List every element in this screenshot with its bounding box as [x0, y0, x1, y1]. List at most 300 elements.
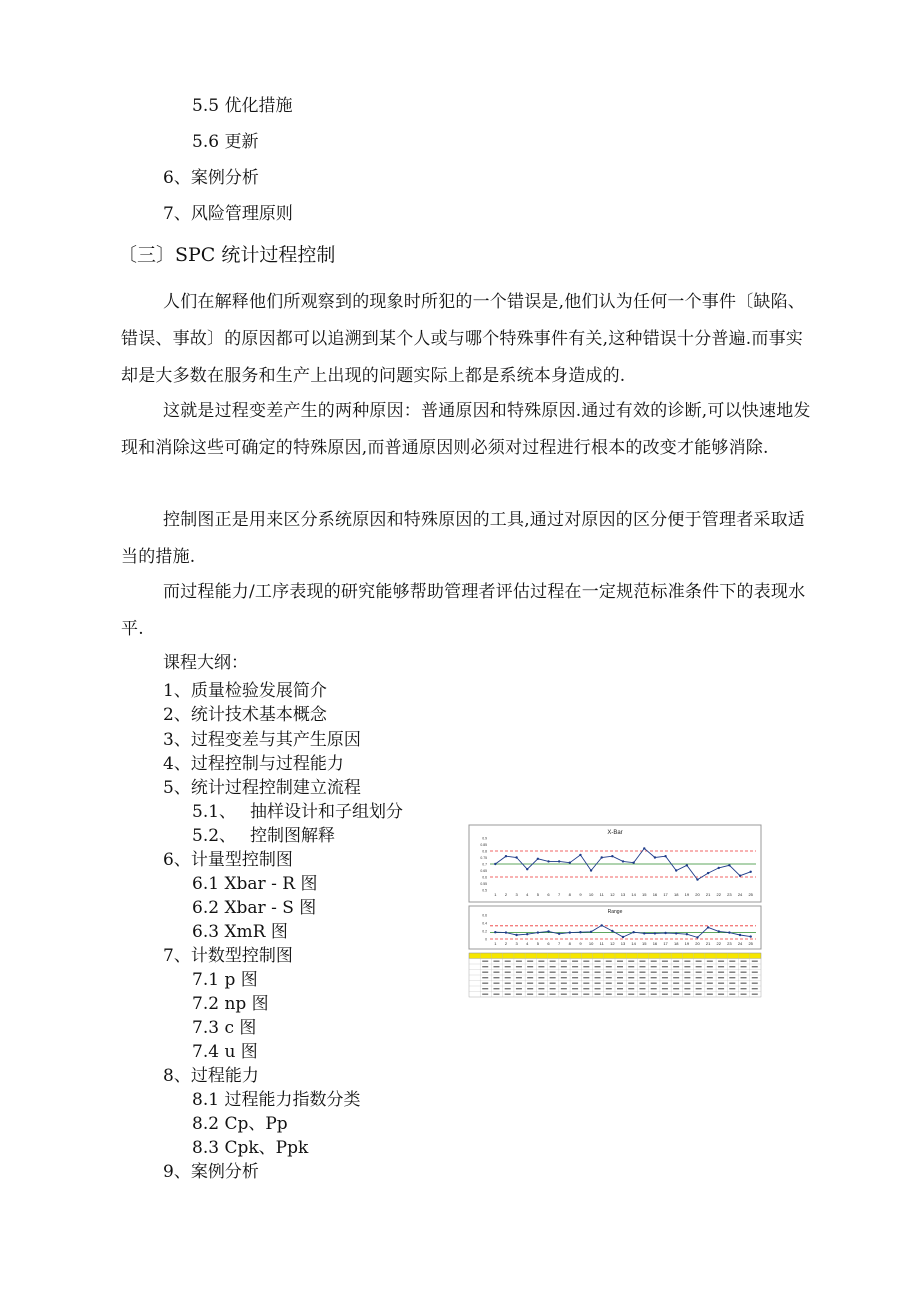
xbar-point [622, 860, 624, 862]
table-cell-mark [538, 988, 544, 989]
outline-item: 2、统计技术基本概念 [163, 705, 327, 725]
xbar-xtick: 12 [610, 892, 615, 897]
table-cell-mark [639, 972, 645, 973]
table-cell-mark [493, 972, 499, 973]
table-cell-mark [595, 994, 601, 995]
table-cell-mark [729, 966, 735, 967]
xbar-ytick: 0.55 [480, 882, 487, 886]
xbar-xtick: 5 [536, 892, 539, 897]
table-cell-mark [606, 994, 612, 995]
table-cell-mark [662, 988, 668, 989]
range-ytick: 0.6 [482, 913, 487, 918]
table-cell-mark [505, 966, 511, 967]
outline-subitem-text: 控制图解释 [250, 826, 335, 846]
xbar-point [707, 872, 709, 874]
xbar-xtick: 10 [588, 892, 594, 897]
table-cell-mark [505, 988, 511, 989]
table-cell-mark [595, 966, 601, 967]
table-cell-mark [572, 994, 578, 995]
outline-subitem: 7.1 p 图 [192, 970, 258, 990]
table-cell-mark [684, 972, 690, 973]
outline-subitem: 6.3 XmR 图 [192, 922, 288, 942]
table-cell-mark [741, 994, 747, 995]
outline-subitem: 7.3 c 图 [192, 1018, 257, 1038]
table-cell-mark [561, 994, 567, 995]
range-xtick: 7 [558, 941, 561, 946]
xbar-point [547, 860, 549, 862]
table-cell-mark [628, 966, 634, 967]
xbar-ytick: 0.75 [480, 856, 487, 860]
table-cell-mark [673, 988, 679, 989]
table-cell-mark [561, 977, 567, 978]
range-title: Range [607, 909, 623, 915]
table-cell-mark [662, 966, 668, 967]
toc-item-5-5: 5.5 优化措施 [192, 96, 293, 116]
table-cell-mark [550, 994, 556, 995]
range-point [590, 931, 592, 933]
outline-item: 3、过程变差与其产生原因 [163, 730, 361, 750]
outline-subitem: 8.1 过程能力指数分类 [192, 1090, 361, 1110]
outline-item: 8、过程能力 [163, 1066, 259, 1086]
toc-item-7: 7、风险管理原则 [163, 204, 293, 224]
paragraph-1 [121, 284, 813, 395]
range-xtick: 21 [705, 941, 711, 946]
range-xtick: 24 [737, 941, 743, 946]
range-point [622, 936, 624, 938]
table-cell-mark [516, 972, 522, 973]
xbar-xtick: 20 [695, 892, 700, 897]
table-cell-mark [752, 966, 758, 967]
table-cell-mark [583, 972, 589, 973]
table-cell-mark [639, 961, 645, 962]
xbar-point [515, 856, 517, 858]
table-cell-mark [752, 994, 758, 995]
table-cell-mark [561, 983, 567, 984]
table-cell-mark [516, 994, 522, 995]
table-cell-mark [550, 977, 556, 978]
xbar-point [494, 863, 496, 865]
toc-item-5-6: 5.6 更新 [192, 132, 259, 152]
paragraph-3-text: 控制图正是用来区分系统原因和特殊原因的工具,通过对原因的区分便于管理者采取适当的措施. [121, 510, 806, 567]
xbar-xtick: 23 [727, 892, 732, 897]
table-cell-mark [729, 983, 735, 984]
table-cell-mark [617, 994, 623, 995]
paragraph-4-text: 而过程能力/工序表现的研究能够帮助管理者评估过程在一定规范标准条件下的表现水平. [121, 582, 806, 639]
table-cell-mark [684, 983, 690, 984]
outline-subitem: 8.2 Cp、Pp [192, 1114, 288, 1134]
range-point [696, 936, 698, 938]
table-cell-mark [595, 988, 601, 989]
table-cell-mark [583, 983, 589, 984]
table-cell-mark [583, 961, 589, 962]
table-cell-mark [718, 994, 724, 995]
xbar-xtick: 18 [673, 892, 679, 897]
table-cell-mark [561, 972, 567, 973]
xbar-point [654, 856, 656, 858]
table-cell-mark [684, 994, 690, 995]
range-point [718, 930, 720, 932]
table-cell-mark [684, 977, 690, 978]
range-xtick: 2 [504, 941, 508, 946]
xbar-title: X-Bar [607, 830, 623, 836]
table-cell-mark [628, 972, 634, 973]
xbar-xtick: 22 [716, 892, 721, 897]
table-cell-mark [482, 966, 488, 967]
table-cell-mark [516, 966, 522, 967]
table-cell-mark [639, 966, 645, 967]
table-cell-mark [606, 977, 612, 978]
outline-item: 5、统计过程控制建立流程 [163, 778, 361, 798]
table-cell-mark [527, 977, 533, 978]
table-cell-mark [606, 972, 612, 973]
table-cell-mark [696, 961, 702, 962]
outline-subitem: 6.2 Xbar - S 图 [192, 898, 317, 918]
xbar-point [611, 855, 613, 857]
xbar-panel [469, 825, 761, 902]
table-cell-mark [696, 988, 702, 989]
data-table [469, 953, 761, 997]
table-cell-mark [752, 961, 758, 962]
table-cell-mark [516, 961, 522, 962]
table-cell-mark [527, 961, 533, 962]
table-cell-mark [707, 961, 713, 962]
xbar-point [664, 855, 666, 857]
table-cell-mark [628, 961, 634, 962]
table-cell-mark [639, 994, 645, 995]
range-point [494, 931, 496, 933]
outline-item: 7、计数型控制图 [163, 946, 293, 966]
table-cell-mark [628, 988, 634, 989]
table-cell-mark [527, 966, 533, 967]
table-cell-mark [493, 966, 499, 967]
range-xtick: 17 [663, 941, 668, 946]
table-cell-mark [505, 983, 511, 984]
table-cell-mark [606, 983, 612, 984]
table-cell-mark [516, 983, 522, 984]
range-xtick: 25 [748, 941, 753, 946]
xbar-point [579, 854, 581, 856]
table-cell-mark [595, 972, 601, 973]
table-cell-mark [684, 966, 690, 967]
table-cell-mark [628, 977, 634, 978]
table-cell-mark [729, 977, 735, 978]
outline-subitem [192, 824, 335, 848]
table-cell-mark [538, 983, 544, 984]
table-cell-mark [684, 988, 690, 989]
table-cell-mark [696, 977, 702, 978]
xbar-xtick: 4 [526, 892, 529, 897]
range-point [579, 931, 581, 933]
table-cell-mark [606, 966, 612, 967]
table-cell-mark [628, 994, 634, 995]
range-xtick: 14 [631, 941, 636, 946]
table-cell-mark [493, 983, 499, 984]
table-cell-mark [550, 983, 556, 984]
xbar-xtick: 15 [642, 892, 647, 897]
section-title: 〔三〕SPC 统计过程控制 [118, 244, 336, 266]
xbar-point [569, 862, 571, 864]
range-point [515, 934, 517, 936]
xbar-xtick: 9 [579, 892, 582, 897]
outline-item: 9、案例分析 [163, 1162, 259, 1182]
table-cell-mark [482, 983, 488, 984]
table-cell-mark [583, 977, 589, 978]
table-cell-mark [707, 966, 713, 967]
range-point [749, 935, 751, 937]
xbar-xtick: 3 [515, 892, 518, 897]
table-cell-mark [617, 961, 623, 962]
xbar-point [718, 867, 720, 869]
table-cell-mark [493, 994, 499, 995]
xbar-point [749, 871, 751, 873]
outline-item: 4、过程控制与过程能力 [163, 754, 344, 774]
xbar-xtick: 24 [737, 892, 743, 897]
range-point [739, 934, 741, 936]
table-cell-mark [572, 988, 578, 989]
range-point [601, 924, 603, 926]
xbar-xtick: 11 [599, 892, 604, 897]
table-cell-mark [493, 961, 499, 962]
table-cell-mark [662, 983, 668, 984]
table-cell-mark [516, 988, 522, 989]
range-xtick: 4 [526, 941, 529, 946]
xbar-point [643, 847, 645, 849]
table-cell-mark [741, 988, 747, 989]
range-xtick: 18 [673, 941, 679, 946]
table-cell-mark [741, 983, 747, 984]
table-cell-mark [673, 977, 679, 978]
table-cell-mark [482, 977, 488, 978]
paragraph-2 [121, 393, 813, 467]
table-cell-mark [595, 961, 601, 962]
xbar-ytick: 0.7 [482, 862, 487, 867]
table-cell-mark [718, 983, 724, 984]
outline-item: 6、计量型控制图 [163, 850, 293, 870]
table-cell-mark [482, 961, 488, 962]
table-cell-mark [572, 983, 578, 984]
table-cell-mark [572, 966, 578, 967]
control-chart-figure [468, 824, 762, 1000]
table-cell-mark [718, 961, 724, 962]
table-cell-mark [482, 988, 488, 989]
xbar-point [675, 869, 677, 871]
table-cell-mark [572, 977, 578, 978]
table-cell-mark [493, 988, 499, 989]
range-point [728, 931, 730, 933]
outline-subitem-number: 5.2、 [192, 826, 237, 846]
xbar-point [601, 856, 603, 858]
table-cell-mark [639, 988, 645, 989]
xbar-point [632, 862, 634, 864]
table-cell-mark [707, 972, 713, 973]
table-cell-mark [639, 983, 645, 984]
range-point [686, 933, 688, 935]
table-cell-mark [572, 972, 578, 973]
xbar-ytick: 0.85 [480, 843, 487, 847]
range-point [675, 932, 677, 934]
table-cell-mark [673, 961, 679, 962]
outline-item: 1、质量检验发展简介 [163, 681, 327, 701]
xbar-point [558, 860, 560, 862]
table-cell-mark [482, 994, 488, 995]
table-cell-mark [538, 966, 544, 967]
table-cell-mark [662, 961, 668, 962]
xbar-xtick: 17 [663, 892, 668, 897]
table-cell-mark [617, 988, 623, 989]
table-cell-mark [538, 994, 544, 995]
table-cell-mark [572, 961, 578, 962]
table-cell-mark [662, 972, 668, 973]
outline-title: 课程大纲： [163, 653, 248, 673]
xbar-ytick: 0.8 [482, 849, 487, 854]
table-cell-mark [628, 983, 634, 984]
xbar-ytick: 0.6 [482, 875, 487, 880]
control-chart-svg [468, 824, 762, 1000]
table-cell-mark [718, 972, 724, 973]
xbar-xtick: 25 [748, 892, 753, 897]
range-xtick: 11 [599, 941, 604, 946]
table-cell-mark [684, 961, 690, 962]
table-cell-mark [583, 994, 589, 995]
table-cell-mark [595, 977, 601, 978]
table-cell-mark [617, 972, 623, 973]
paragraph-3 [121, 502, 813, 576]
xbar-ytick: 0.9 [482, 836, 487, 841]
table-cell-mark [707, 977, 713, 978]
table-cell-mark [617, 966, 623, 967]
table-cell-mark [673, 972, 679, 973]
table-cell-mark [718, 966, 724, 967]
xbar-point [505, 855, 507, 857]
range-point [547, 930, 549, 932]
table-cell-mark [651, 983, 657, 984]
xbar-point [590, 869, 592, 871]
table-cell-mark [741, 966, 747, 967]
table-cell-mark [617, 977, 623, 978]
table-cell-mark [729, 994, 735, 995]
xbar-point [537, 858, 539, 860]
table-cell-mark [662, 977, 668, 978]
table-cell-mark [505, 994, 511, 995]
range-point [664, 932, 666, 934]
table-cell-mark [696, 983, 702, 984]
table-cell-mark [538, 972, 544, 973]
table-cell-mark [639, 977, 645, 978]
table-cell-mark [505, 972, 511, 973]
table-cell-mark [651, 966, 657, 967]
table-cell-mark [538, 961, 544, 962]
table-cell-mark [696, 972, 702, 973]
range-xtick: 13 [620, 941, 626, 946]
table-cell-mark [662, 994, 668, 995]
table-cell-mark [550, 988, 556, 989]
table-cell-mark [527, 994, 533, 995]
table-cell-mark [583, 966, 589, 967]
range-xtick: 16 [652, 941, 658, 946]
range-point [558, 933, 560, 935]
table-cell-mark [673, 983, 679, 984]
xbar-point [739, 875, 741, 877]
range-point [537, 931, 539, 933]
range-ytick: 0 [485, 937, 487, 942]
table-cell-mark [538, 977, 544, 978]
range-xtick: 22 [716, 941, 721, 946]
table-cell-mark [561, 966, 567, 967]
paragraph-4 [121, 574, 813, 648]
outline-subitem: 6.1 Xbar - R 图 [192, 874, 318, 894]
table-cell-mark [505, 977, 511, 978]
xbar-xtick: 8 [568, 892, 571, 897]
range-xtick: 6 [547, 941, 550, 946]
table-cell-mark [651, 988, 657, 989]
range-ytick: 0.2 [482, 929, 487, 934]
table-cell-mark [550, 966, 556, 967]
xbar-ytick: 0.65 [480, 869, 487, 873]
xbar-point [696, 878, 698, 880]
table-cell-mark [550, 972, 556, 973]
range-xtick: 5 [536, 941, 539, 946]
table-cell-mark [606, 961, 612, 962]
table-cell-mark [707, 983, 713, 984]
range-point [654, 932, 656, 934]
xbar-xtick: 13 [620, 892, 626, 897]
table-cell-mark [493, 977, 499, 978]
paragraph-2-text: 这就是过程变差产生的两种原因：普通原因和特殊原因.通过有效的诊断,可以快速地发现和消除这些可确定的特殊原因,而普通原因则必须对过程进行根本的改变才能够消除. [121, 401, 811, 458]
range-xtick: 8 [568, 941, 571, 946]
outline-subitem-text: 抽样设计和子组划分 [250, 802, 403, 822]
table-cell-mark [583, 988, 589, 989]
range-point [643, 932, 645, 934]
paragraph-1-text: 人们在解释他们所观察到的现象时所犯的一个错误是,他们认为任何一个事件〔缺陷、错误、事故〕的原因都可以追溯到某个人或与哪个特殊事件有关,这种错误十分普遍.而事实却是大多数在服务和生产上出现的问题实际上都是系统本身造成的. [121, 292, 806, 386]
range-point [632, 931, 634, 933]
table-cell-mark [651, 994, 657, 995]
table-cell-mark [617, 983, 623, 984]
table-cell-mark [527, 972, 533, 973]
xbar-xtick: 19 [684, 892, 690, 897]
xbar-xtick: 21 [705, 892, 711, 897]
range-xtick: 12 [610, 941, 615, 946]
range-xtick: 1 [494, 941, 497, 946]
table-cell-mark [729, 988, 735, 989]
table-cell-mark [527, 988, 533, 989]
table-cell-mark [651, 977, 657, 978]
table-cell-mark [595, 983, 601, 984]
table-cell-mark [741, 977, 747, 978]
table-cell-mark [606, 988, 612, 989]
range-point [505, 931, 507, 933]
table-cell-mark [718, 977, 724, 978]
range-point [611, 930, 613, 932]
range-point [569, 931, 571, 933]
range-point [707, 926, 709, 928]
table-cell-mark [550, 961, 556, 962]
range-xtick: 10 [588, 941, 594, 946]
table-cell-mark [505, 961, 511, 962]
outline-subitem [192, 800, 403, 824]
table-cell-mark [651, 972, 657, 973]
range-xtick: 3 [515, 941, 518, 946]
xbar-xtick: 1 [494, 892, 497, 897]
outline-subitem-number: 5.1、 [192, 802, 237, 822]
outline-subitem: 7.2 np 图 [192, 994, 269, 1014]
table-cell-mark [527, 983, 533, 984]
range-ytick: 0.4 [482, 921, 487, 926]
table-cell-mark [741, 961, 747, 962]
table-cell-mark [561, 961, 567, 962]
range-xtick: 9 [579, 941, 582, 946]
table-cell-mark [752, 983, 758, 984]
table-cell-mark [741, 972, 747, 973]
